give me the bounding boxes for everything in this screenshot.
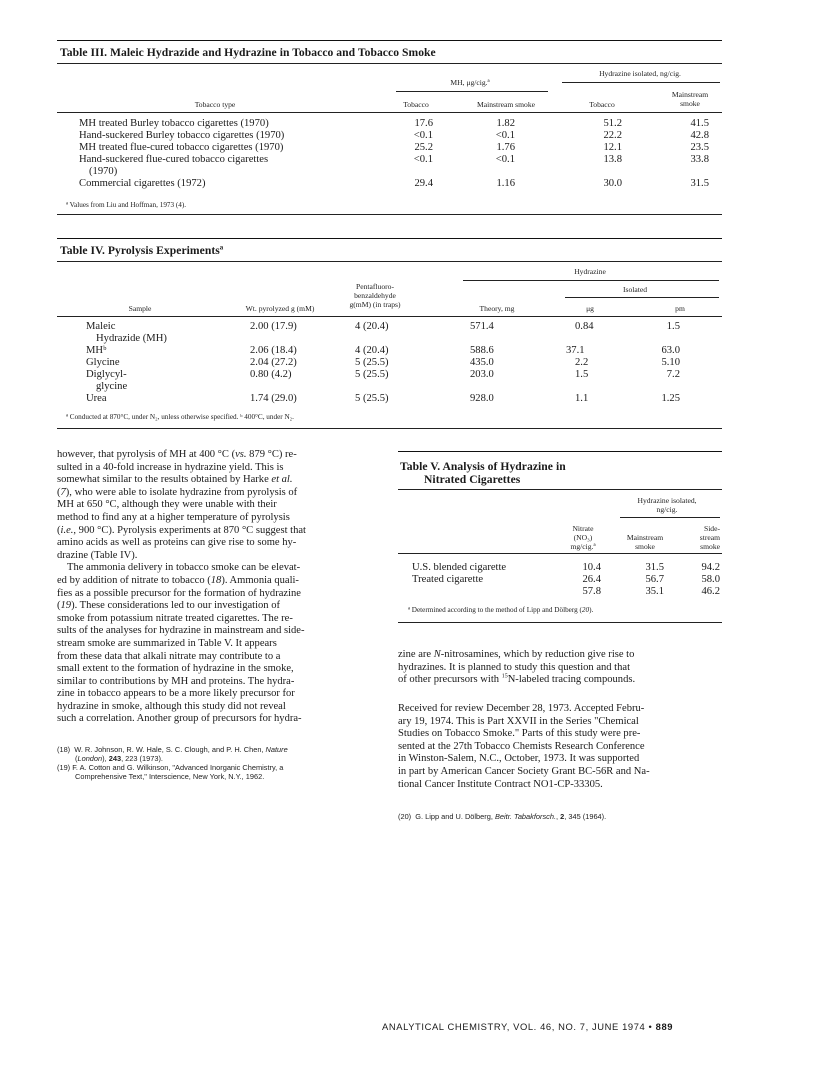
text-line: sented at the 27th Tobacco Chemists Research Conference <box>398 740 645 752</box>
text-line: sulted in a 40-fold increase in hydrazine yield. This is <box>57 461 284 473</box>
text-line: zine in tobacco appears to be a more likely precursor for <box>57 688 295 700</box>
text-line: from these data that alkali nitrate may contribute to a <box>57 650 281 662</box>
text-line: similar to contributions by MH and proteins. The hydra- <box>57 675 295 687</box>
table4-title-rule <box>57 261 722 262</box>
text-line: in part by American Cancer Society Grant BC-56R and Na- <box>398 765 650 777</box>
table4-title: Table IV. Pyrolysis Experimentsª <box>60 244 224 257</box>
reference-18-cont: (London), 243, 223 (1973). <box>75 754 163 763</box>
page-footer: ANALYTICAL CHEMISTRY, VOL. 46, NO. 7, JUNE 1974 • 889 <box>382 1021 674 1032</box>
table3-col-tobacco: Tobacco <box>403 100 429 109</box>
table4-col-pfb: Pentafluoro- benzaldehyde g(mM) (in traps) <box>349 282 401 309</box>
table5-header-rule <box>398 553 722 554</box>
text-line: hydrazines. It is planned to study this question and that <box>398 661 630 673</box>
table5-group-rule <box>620 517 720 518</box>
table3-footnote: ª Values from Liu and Hoffman, 1973 (4). <box>66 201 187 209</box>
table5-bottom-rule <box>398 622 722 623</box>
table4-top-rule <box>57 238 722 239</box>
table3-col-h-tobacco: Tobacco <box>589 100 615 109</box>
table-row-cont: (1970) <box>89 166 118 177</box>
text-line: MH at 650 °C, although they were unable with their <box>57 499 277 511</box>
text-line: Studies on Tobacco Smoke." Parts of this study were pre- <box>398 728 641 740</box>
text-line: such a correlation. Another group of precursors for hydra- <box>57 713 302 725</box>
table4-col-pm: pm <box>675 304 685 313</box>
references-left <box>57 745 382 781</box>
received-note <box>398 703 722 791</box>
reference-19: (19) F. A. Cotton and G. Wilkinson, "Advanced Inorganic Chemistry, a <box>57 763 284 772</box>
text-line: stream smoke are summarized in Table V. It appears <box>57 637 277 649</box>
reference-19-cont: Comprehensive Text," Interscience, New York, N.Y., 1962. <box>75 772 265 781</box>
table5-col-sidestream: Side- stream smoke <box>699 524 720 551</box>
text-line: smoke from potassium nitrate treated cigarettes. The re- <box>57 612 293 624</box>
table3-top-rule <box>57 40 722 41</box>
table4-group-hydrazine-rule <box>463 280 719 281</box>
table4-footnote: ª Conducted at 870°C, under N₂, unless otherwise specified. ᵇ 400°C, under N₂. <box>66 413 294 421</box>
table4-col-theory: Theory, mg <box>479 304 515 313</box>
text-line: amino acids as well as proteins can give rise to some hy- <box>57 537 297 549</box>
text-line: zine are N-nitrosamines, which by reduction give rise to <box>398 649 635 660</box>
text-line: (19). These considerations led to our investigation of <box>57 600 281 612</box>
right-column-text <box>398 649 722 687</box>
table4-col-ug: μg <box>586 304 594 313</box>
table3-header-rule <box>57 112 722 113</box>
text-line: however, that pyrolysis of MH at 400 °C (vs. 879 °C) re- <box>57 449 297 460</box>
text-line: (7), who were able to isolate hydrazine from pyrolysis of <box>57 486 298 498</box>
text-line: ed by addition of nitrate to tobacco (18). Ammonia quali- <box>57 574 299 586</box>
reference-18: (18) W. R. Johnson, R. W. Hale, S. C. Clough, and P. H. Chen, Nature <box>57 745 288 754</box>
table3-col-h-mainstream: Mainstream smoke <box>671 90 709 108</box>
reference-20: (20) G. Lipp and U. Dölberg, Beitr. Tabakforsch., 2, 345 (1964). <box>398 812 607 821</box>
table4-group-isolated: Isolated <box>622 285 648 294</box>
table5-col-nitrate: Nitrate (NO₃) mg/cig.ª <box>570 524 596 551</box>
text-line: hydrazine in smoke, although this study did not reveal <box>57 700 286 712</box>
text-line: of other precursors with $^{15}$N-labeled tracing compounds. <box>398 673 636 686</box>
table3-bottom-rule <box>57 214 722 215</box>
text-line: sults of the analyses for hydrazine in mainstream and side- <box>57 625 305 637</box>
table5-title-rule <box>398 489 722 490</box>
text-line: (i.e., 900 °C). Pyrolysis experiments at 870 °C suggest that <box>57 524 306 536</box>
text-line: small extent to the formation of hydrazine in the smoke, <box>57 663 294 675</box>
table-row-cont: Hydrazide (MH) <box>96 333 167 344</box>
table-row-cont: glycine <box>96 381 128 392</box>
table4-group-isolated-rule <box>565 297 719 298</box>
left-column-text <box>57 449 382 726</box>
table3-title: Table III. Maleic Hydrazide and Hydrazine in Tobacco and Tobacco Smoke <box>60 46 436 59</box>
text-line: tional Cancer Institute Contract NO1-CP-33305. <box>398 778 603 790</box>
text-line: method to find any at a higher temperature of pyrolysis <box>57 511 290 523</box>
text-line: ary 19, 1974. This is Part XXVII in the Series "Chemical <box>398 715 639 727</box>
text-line: drazine (Table IV). <box>57 549 138 561</box>
table5-title: Table V. Analysis of Hydrazine in Nitrated Cigarettes <box>400 460 566 486</box>
text-line: in Winston-Salem, N.C., October, 1973. It was supported <box>398 753 640 765</box>
table3-col-mainstream: Mainstream smoke <box>477 100 535 109</box>
table5-col-mainstream: Mainstream smoke <box>626 533 664 551</box>
text-line: The ammonia delivery in tobacco smoke can be elevat- <box>67 562 301 574</box>
table3-title-rule <box>57 63 722 64</box>
text-line: Received for review December 28, 1973. Accepted Febru- <box>398 703 645 714</box>
text-line: somewhat similar to the results obtained by Harke et al. <box>57 474 293 486</box>
table4-bottom-rule <box>57 428 722 429</box>
table3-group-mh-rule <box>396 91 548 92</box>
table5-footnote: ª Determined according to the method of Lipp and Dölberg (20). <box>408 606 594 614</box>
table3-group-hydrazine: Hydrazine isolated, ng/cig. <box>599 69 681 78</box>
table4-col-sample: Sample <box>128 304 152 313</box>
table4-header-rule <box>57 316 722 317</box>
table3-col-type: Tobacco type <box>194 100 236 109</box>
table5-group: Hydrazine isolated, ng/cig. <box>637 496 697 514</box>
table5-top-rule <box>398 451 722 452</box>
table3-group-mh: MH, μg/cig.ª <box>450 78 490 87</box>
text-line: fies as a possible precursor for the formation of hydrazine <box>57 587 301 599</box>
table3-group-hydrazine-rule <box>562 82 720 83</box>
table4-group-hydrazine: Hydrazine <box>574 267 606 276</box>
table4-col-wt: Wt. pyrolyzed g (mM) <box>245 304 315 313</box>
